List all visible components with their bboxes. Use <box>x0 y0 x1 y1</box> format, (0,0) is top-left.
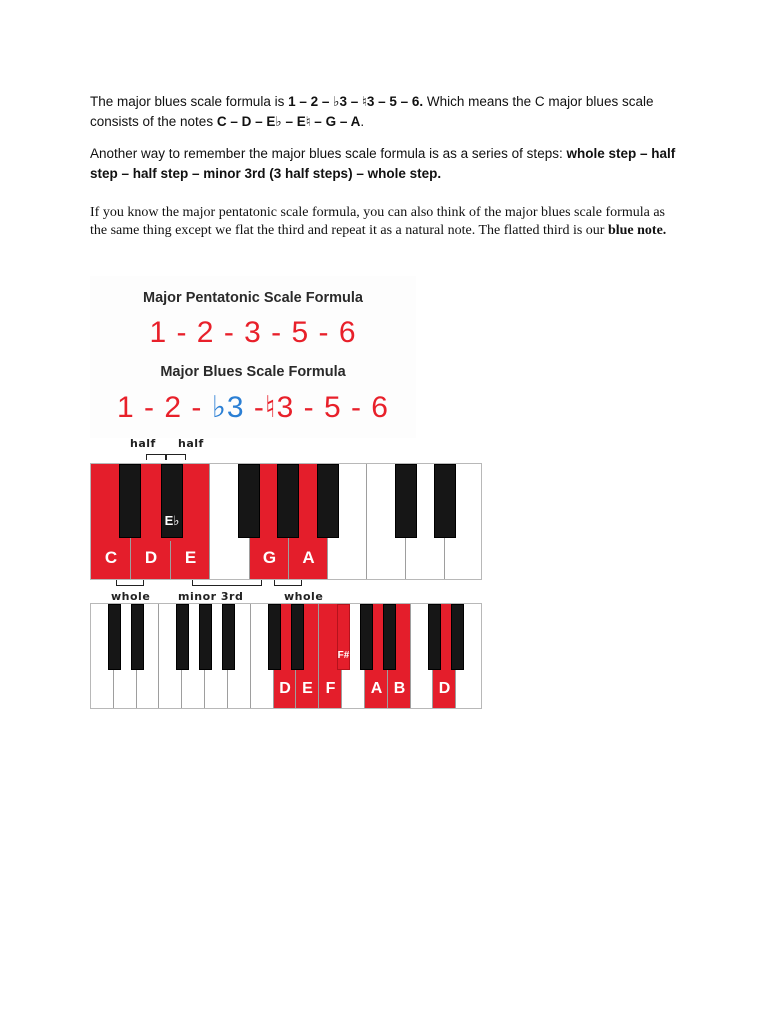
black-key-c-sharp <box>119 464 141 538</box>
black-key-d-sharp-2 <box>434 464 456 538</box>
pentatonic-title: Major Pentatonic Scale Formula <box>143 290 363 306</box>
paragraph-pentatonic <box>90 204 680 240</box>
black-key-g-sharp <box>277 464 299 538</box>
pentatonic-formula: 1 - 2 - 3 - 5 - 6 <box>149 316 357 349</box>
formula-image <box>90 276 416 438</box>
note-label-f: F <box>325 680 336 697</box>
note-label-f-sharp: F# <box>337 650 350 661</box>
blue-note-text: blue note. <box>607 223 667 238</box>
black-key <box>222 604 235 670</box>
note-label-e-flat: E♭ <box>164 513 180 528</box>
whole-step-label: whole <box>284 590 324 603</box>
text: Which means the C major blues scale consists of the notes <box>90 94 654 129</box>
keyboard-d-blues <box>90 603 482 709</box>
black-key <box>428 604 441 670</box>
note-label-b: B <box>393 680 406 697</box>
keyboard-c-blues <box>90 463 482 580</box>
note-label-e: E <box>302 680 313 697</box>
text: Another way to remember the major blues scale formula is as a series of steps: <box>90 146 567 161</box>
half-bracket <box>166 454 186 460</box>
blues-formula-suffix: -♮3 - 5 - 6 <box>244 391 389 424</box>
black-key-f-sharp <box>238 464 260 538</box>
black-key <box>451 604 464 670</box>
black-key <box>199 604 212 670</box>
paragraph-steps <box>90 144 690 184</box>
note-label-d: D <box>279 680 291 697</box>
blues-title: Major Blues Scale Formula <box>160 364 346 380</box>
note-label-g: G <box>262 548 277 567</box>
half-bracket <box>146 454 166 460</box>
half-step-label: half <box>130 437 156 450</box>
text: The major blues scale formula is <box>90 94 289 109</box>
text: . <box>360 114 365 129</box>
minor-third-bracket <box>192 580 262 586</box>
black-key <box>268 604 281 670</box>
black-key-c-sharp-2 <box>395 464 417 538</box>
whole-step-label: whole <box>111 590 151 603</box>
whole-bracket <box>116 580 144 586</box>
black-key <box>291 604 304 670</box>
blues-formula <box>90 390 416 425</box>
black-key-a-sharp <box>317 464 339 538</box>
note-label-a: A <box>302 548 315 567</box>
black-key <box>176 604 189 670</box>
note-label-d2: D <box>438 680 451 697</box>
formula-text: 1 – 2 – ♭3 – ♮3 – 5 – 6. <box>288 94 424 109</box>
note-label-d: D <box>144 548 158 567</box>
black-key <box>108 604 121 670</box>
black-key <box>360 604 373 670</box>
paragraph-formula <box>90 92 690 132</box>
whole-bracket <box>274 580 302 586</box>
text: If you know the major pentatonic scale formula, you can also think of the major blues scale formula as the same thing except we flat the third and repeat it as a natural note. The flatted third is our <box>90 205 665 238</box>
blues-formula-prefix: 1 - 2 - <box>117 391 212 424</box>
half-step-label: half <box>178 437 204 450</box>
steps-text: whole step – half step – half step – minor 3rd (3 half steps) – whole step. <box>90 146 676 181</box>
minor-third-label: minor 3rd <box>178 590 244 603</box>
note-label-c: C <box>104 548 118 567</box>
black-key <box>383 604 396 670</box>
blues-flat-third: ♭3 <box>211 391 245 424</box>
notes-text: C – D – E♭ – E♮ – G – A <box>216 114 361 129</box>
black-key <box>131 604 144 670</box>
note-label-e: E <box>184 548 197 567</box>
note-label-a: A <box>370 680 383 697</box>
